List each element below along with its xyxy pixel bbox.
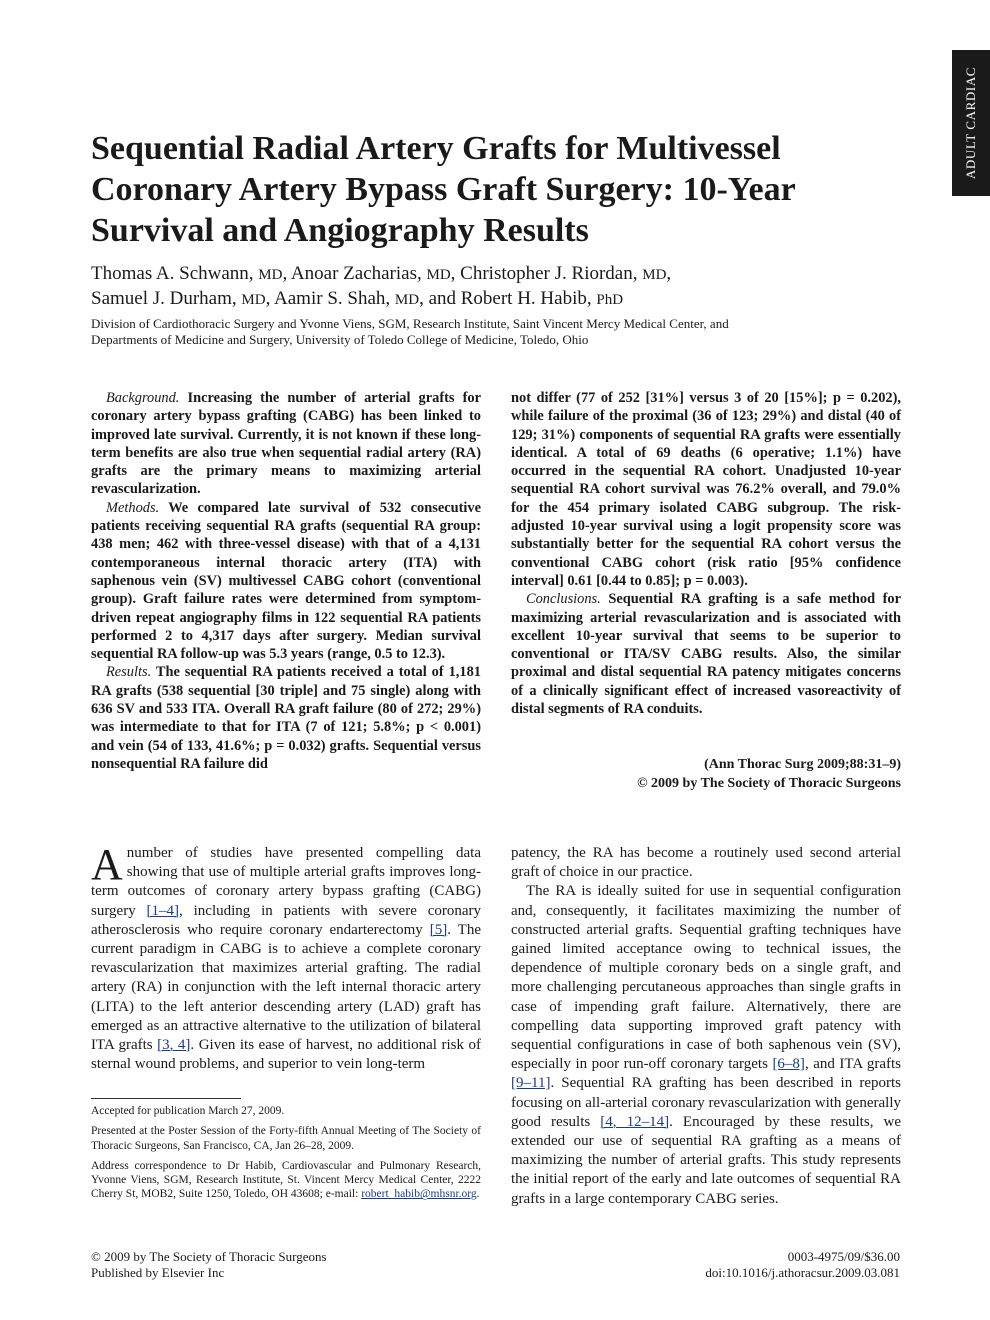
abstract-methods: Methods. We compared late survival of 532 consecutive patients receiving sequential RA grafts (sequential RA group: 438 men; 462 with three-vessel disease) with that of a 4,131 contemporaneous internal thoracic artery (ITA) with saphenous vein (SV) multivessel CABG cohort (conventional group). Graft failure rates were determined from symptom-driven repeat angiography films in 122 sequential RA patients performed 2 to 4,317 days after surgery. Median survival sequential RA follow-up was 5.3 years (range, 0.5 to 12.3). [91, 499, 481, 663]
author-degree: MD [394, 292, 420, 308]
affiliation-line-1: Division of Cardiothoracic Surgery and Yvonne Viens, SGM, Research Institute, Saint Vincent Mercy Medical Center, and [91, 316, 729, 331]
author-name: Thomas A. Schwann, [91, 263, 254, 284]
footnotes [91, 1104, 481, 1208]
abstract-heading: Conclusions. [526, 591, 601, 608]
reference-link[interactable]: [1–4] [146, 902, 180, 919]
abstract-heading: Background. [106, 390, 180, 406]
body-paragraph-2: The RA is ideally suited for use in sequential configuration and, consequently, it facilitates maximizing the number of constructed arterial grafts. Sequential grafting techniques have gained limited acceptance owing to technical issues, the dependence of multiple coronary beds on a single graft, and more challenging percutaneous approaches than single grafts in case of impending graft failure. Alternatively, there are compelling data supporting improved graft patency with sequential configurations in case of both saphenous vein (SV), especially in poor run-off coronary targets [6–8], and ITA grafts [9–11]. Sequential RA grafting has been described in reports focusing on all-arterial coronary revascularization with generally good results [4, 12–14]. Encouraged by these results, we extended our use of sequential RA grafting as a means of maximizing the number of arterial grafts. This study represents the initial report of the early and late outcomes of sequential RA grafts in a large contemporary CABG series. [511, 883, 901, 1207]
reference-link[interactable]: [4, 12–14] [600, 1113, 670, 1130]
body-paragraph-1-continued: patency, the RA has become a routinely used second arterial graft of choice in our practice. [511, 845, 901, 881]
abstract-heading: Methods. [106, 499, 160, 516]
journal-citation [511, 755, 901, 793]
citation-copyright: © 2009 by The Society of Thoracic Surgeons [637, 776, 901, 791]
footer-issn: 0003-4975/09/$36.00 [787, 1249, 900, 1264]
affiliation [91, 316, 891, 348]
citation-reference: (Ann Thorac Surg 2009;88:31–9) [704, 757, 901, 772]
author-degree: MD [258, 267, 283, 283]
reference-link[interactable]: [5] [429, 921, 448, 938]
article-title: Sequential Radial Artery Grafts for Multivessel Coronary Artery Bypass Graft Surgery: 10-Year Survival and Angiography Results [91, 130, 796, 249]
abstract-background: Background. Increasing the number of arterial grafts for coronary artery bypass grafting (CABG) has been linked to improved late survival. Currently, it is not known if these long-term benefits are also true when sequential radial artery (RA) grafts are the primary means to maximizing arterial revascularization. [91, 390, 481, 498]
abstract-right-column [511, 389, 901, 718]
footnote-accepted: Accepted for publication March 27, 2009. [91, 1105, 285, 1117]
abstract-results-continued: not differ (77 of 252 [31%] versus 3 of 20 [15%]; p = 0.202), while failure of the proximal (36 of 123; 29%) and distal (40 of 129; 31%) components of sequential RA grafts were essentially identical. A total of 69 deaths (6 operative; 1.1%) have occurred in the sequential RA cohort. Unadjusted 10-year sequential RA cohort survival was 76.2% overall, and 79.0% for the 454 primary isolated CABG subgroup. The risk-adjusted 10-year survival using a logit propensity score was substantially better for the sequential RA cohort versus the conventional CABG cohort (risk ratio [95% confidence interval] 0.61 [0.44 to 0.85]; p = 0.003). [511, 390, 901, 589]
author-degree: MD [426, 267, 451, 283]
author-degree: MD [642, 267, 667, 283]
reference-link[interactable]: [3, 4] [157, 1037, 191, 1054]
reference-link[interactable]: [9–11] [511, 1075, 551, 1092]
body-paragraph-1: A number of studies have presented compelling data showing that use of multiple arterial grafts improves long-term outcomes of coronary artery bypass grafting (CABG) surgery [1–4], including in patients with severe coronary atherosclerosis who require coronary endarterectomy [5]. The current paradigm in CABG is to achieve a complete coronary revascularization that maximizes arterial grafting. The radial artery (RA) in conjunction with the left internal thoracic artery (LITA) to the left anterior descending artery (LAD) graft has emerged as an attractive alternative to the utilization of bilateral ITA grafts [3, 4]. Given its ease of harvest, no additional risk of sternal wound problems, and superior to vein long-term [91, 840, 482, 1073]
abstract-results: Results. The sequential RA patients received a total of 1,181 RA grafts (538 sequential [30 triple] and 75 single) along with 636 SV and 533 ITA. Overall RA graft failure (80 of 272; 29%) was intermediate to that for ITA (7 of 121; 5.8%; p < 0.001) and vein (54 of 133, 41.6%; p = 0.032) grafts. Sequential versus nonsequential RA failure did [91, 664, 481, 772]
page-footer-left [91, 1249, 491, 1281]
footnote-divider [91, 1098, 241, 1099]
author-name: and Robert H. Habib, [428, 288, 592, 309]
author-degree: MD [241, 292, 266, 308]
footnote-address: Address correspondence to Dr Habib, Cardiovascular and Pulmonary Research, Yvonne Viens, SGM, Research Institute, St. Vincent Mercy Medical Center, 2222 Cherry St, MOB2, Suite 1250, Toledo, OH 43608; e-mail: robert_habib@mhsnr.org. [91, 1159, 481, 1201]
author-list [91, 262, 891, 312]
reference-link[interactable]: [6–8] [772, 1056, 805, 1073]
drop-cap: A [91, 840, 123, 889]
author-name: Christopher J. Riordan, [460, 263, 638, 284]
abstract-heading: Results. [106, 664, 152, 681]
author-line-2: Samuel J. Durham, MD, Aamir S. Shah, MD, and Robert H. Habib, PhD [91, 288, 624, 309]
author-name: Samuel J. Durham, [91, 288, 237, 309]
section-tab-label: ADULT CARDIAC [963, 66, 978, 180]
footer-copyright: © 2009 by The Society of Thoracic Surgeons [91, 1249, 327, 1264]
body-right-column [511, 844, 901, 1209]
email-link[interactable]: robert_habib@mhsnr.org [361, 1188, 477, 1201]
footer-publisher: Published by Elsevier Inc [91, 1265, 225, 1280]
page-footer-right [600, 1249, 900, 1281]
section-tab [952, 50, 990, 196]
affiliation-line-2: Departments of Medicine and Surgery, University of Toledo College of Medicine, Toledo, Ohio [91, 332, 589, 347]
author-line-1: Thomas A. Schwann, MD, Anoar Zacharias, MD, Christopher J. Riordan, MD, [91, 263, 672, 284]
author-name: Aamir S. Shah, [274, 288, 391, 309]
abstract-conclusions: Conclusions. Sequential RA grafting is a safe method for maximizing arterial revascularization and is associated with excellent 10-year survival that seems to be superior to conventional or ITA/SV CABG results. Also, the similar proximal and distal sequential RA patency mitigates concerns of a clinically significant effect of increased vasoreactivity of distal segments of RA conduits. [511, 591, 901, 718]
footer-doi: doi:10.1016/j.athoracsur.2009.03.081 [705, 1265, 900, 1280]
author-degree: PhD [596, 292, 624, 308]
footnote-presented: Presented at the Poster Session of the Forty-fifth Annual Meeting of The Society of Thoracic Surgeons, San Francisco, CA, Jan 26–28, 2009. [91, 1125, 481, 1152]
body-left-column [91, 840, 482, 1074]
abstract-left-column [91, 389, 481, 773]
author-name: Anoar Zacharias, [290, 263, 422, 284]
